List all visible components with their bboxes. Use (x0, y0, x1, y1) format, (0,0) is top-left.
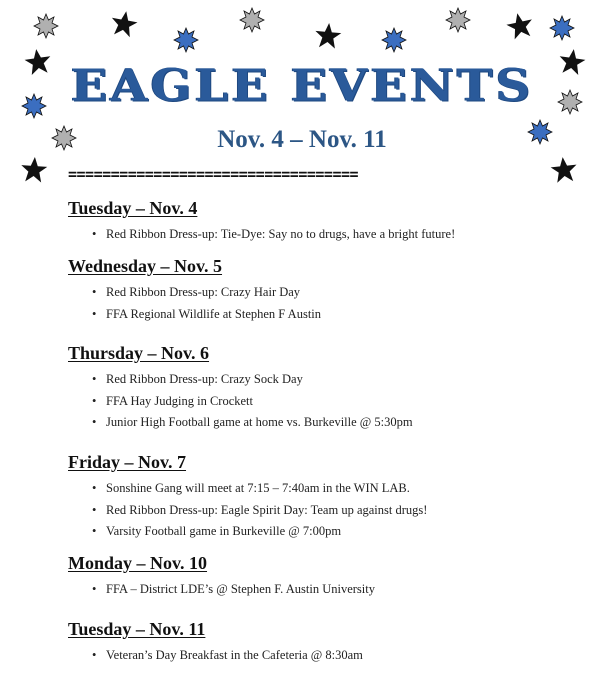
list-item: • Varsity Football game in Burkeville @ 7:00pm (92, 524, 342, 538)
list-item: • Red Ribbon Dress-up: Eagle Spirit Day: Team up against drugs! (92, 503, 428, 517)
burst-icon (550, 16, 574, 40)
day-heading: Thursday – Nov. 6 (68, 343, 210, 363)
list-item: • FFA Hay Judging in Crockett (92, 394, 253, 408)
star-icon (314, 22, 342, 49)
page-title: EAGLE EVENTS (70, 60, 534, 112)
star-icon (20, 156, 48, 183)
burst-icon (382, 28, 406, 52)
divider: ================================== (68, 165, 359, 181)
list-item: • Junior High Football game at home vs. Burkeville @ 5:30pm (92, 415, 413, 429)
burst-icon (174, 28, 198, 52)
burst-icon (446, 8, 470, 32)
star-icon (505, 11, 536, 41)
day-heading: Monday – Nov. 10 (68, 553, 208, 573)
day-heading: Tuesday – Nov. 4 (68, 198, 198, 218)
list-item: • Red Ribbon Dress-up: Crazy Sock Day (92, 372, 303, 386)
burst-icon (34, 14, 58, 38)
date-range: Nov. 4 – Nov. 11 (217, 126, 387, 153)
list-item: • Veteran’s Day Breakfast in the Cafeteria @ 8:30am (92, 648, 363, 662)
day-heading: Friday – Nov. 7 (68, 452, 187, 472)
list-item: • FFA Regional Wildlife at Stephen F Austin (92, 307, 322, 321)
star-icon (109, 9, 139, 38)
list-item: • Red Ribbon Dress-up: Crazy Hair Day (92, 285, 301, 299)
day-heading: Tuesday – Nov. 11 (68, 619, 206, 639)
star-icon (550, 156, 578, 184)
list-item: • FFA – District LDE’s @ Stephen F. Austin University (92, 582, 375, 596)
list-item: • Sonshine Gang will meet at 7:15 – 7:40am in the WIN LAB. (92, 481, 410, 495)
day-heading: Wednesday – Nov. 5 (68, 256, 223, 276)
list-item: • Red Ribbon Dress-up: Tie-Dye: Say no to drugs, have a bright future! (92, 227, 456, 241)
burst-icon (240, 8, 264, 32)
